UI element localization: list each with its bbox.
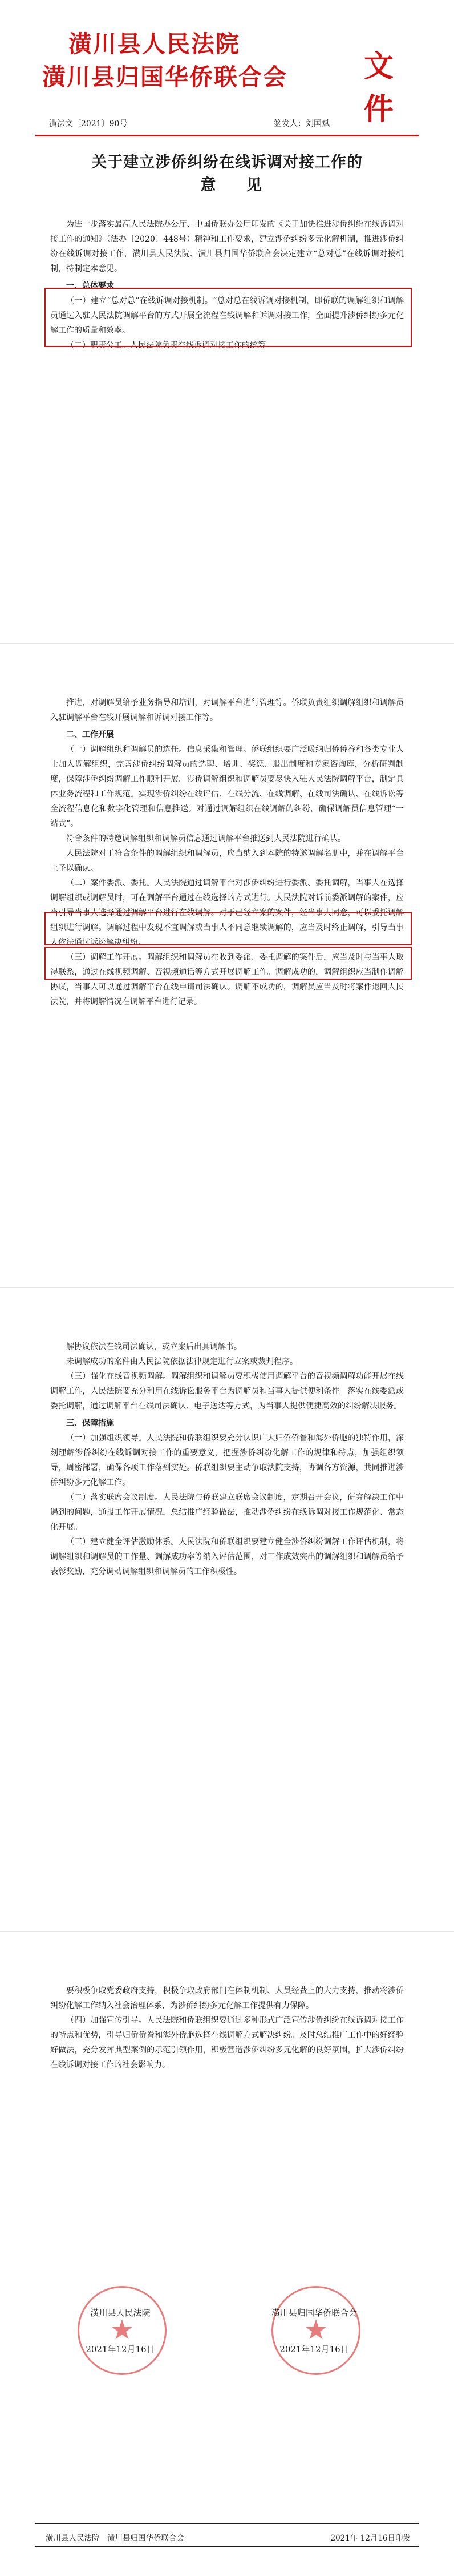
signer: 签发人：刘国斌 bbox=[274, 119, 330, 128]
page-3 bbox=[0, 1288, 454, 1932]
paragraph: （二）职责分工。人民法院负责在线诉调对接工作的统筹 bbox=[66, 341, 266, 350]
paragraph: 人民法院对于符合条件的调解组织和调解员，应当纳入到本院的特邀调解名册中，并在调解平台上予以确认。 bbox=[50, 849, 404, 873]
page-3-body bbox=[50, 1339, 404, 1579]
document-number: 潢法文〔2021〕90号 bbox=[49, 119, 128, 128]
document-title-line2: 意 见 bbox=[200, 176, 274, 194]
red-divider bbox=[35, 135, 419, 136]
page-4-body bbox=[50, 1983, 404, 2072]
section-heading: 三、保障措施 bbox=[66, 1419, 114, 1428]
section-heading: 二、工作开展 bbox=[66, 730, 114, 739]
highlight-box bbox=[44, 912, 412, 945]
paragraph: （三）调解工作开展。调解组织和调解员在收到委派、委托调解的案件后，应当及时与当事人取得联系，通过在线视频调解、音视频通话等方式开展调解工作。调解成功的，调解组织应当制作调解协议，当事人可以通过调解平台在线申请司法确认。调解不成功的，调解员应当及时将案件退回人民法院，并将调解情况在调解平台进行记录。 bbox=[50, 953, 404, 1007]
paragraph: 为进一步落实最高人民法院办公厅、中国侨联办公厅印发的《关于加快推进涉侨纠纷在线诉调对接工作的通知》（法办〔2020〕448号）精神和工作要求，建立涉侨纠纷多元化解机制，推进涉侨纠纷在线诉调对接工作，潢川县人民法院、潢川县归国华侨联合会决定建立“总对总”在线诉调对接机制，特制定本意见。 bbox=[50, 220, 404, 273]
signature-org-left: 潢川县人民法院 bbox=[90, 2308, 151, 2318]
issuer-court: 潢川县人民法院 bbox=[68, 30, 240, 58]
footer-rule-bottom bbox=[35, 2546, 419, 2547]
section-heading: 一、总体要求 bbox=[66, 281, 114, 291]
paragraph: （二）案件委派、委托。人民法院通过调解平台对涉侨纠纷进行委派、委托调解，当事人在选择调解组织或调解员时，可在调解平台通过在线选择的方式进行。人民法院对诉前委派调解的案件，应当引导当事人选择通过调解平台进行在线调解。对于已经立案的案件，经当事人同意，可以委托调解组织进行调解。调解过程中发现不宜调解或当事人不同意继续调解的，应当及时终止调解，引导当事人依法通过诉讼解决纠纷。 bbox=[50, 879, 404, 947]
federation-seal bbox=[271, 2286, 360, 2375]
footer-issue-date: 2021年 12月16日印发 bbox=[330, 2534, 411, 2543]
signature-date-right: 2021年12月16日 bbox=[279, 2344, 349, 2354]
page-1 bbox=[0, 0, 454, 644]
seal-star-icon: ★ bbox=[110, 2314, 135, 2346]
seal-star-icon: ★ bbox=[303, 2314, 329, 2346]
paragraph: 解协议依法在线司法确认，或立案后出具调解书。 bbox=[66, 1342, 242, 1351]
footer-issuers: 潢川县人民法院 潢川县归国华侨联合会 bbox=[46, 2534, 184, 2543]
page-4 bbox=[0, 1932, 454, 2576]
highlight-box bbox=[44, 947, 412, 980]
paragraph: （三）建立健全评估激励体系。人民法院和侨联组织要建立健全涉侨纠纷调解工作评估机制，将调解组织和调解员的工作量、调解成功率等纳入评估范围，对工作成效突出的调解组织和调解员给予表彰奖励，充分调动调解组织和调解员的工作积极性。 bbox=[50, 1537, 404, 1576]
document-title: 关于建立涉侨纠纷在线诉调对接工作的 bbox=[91, 154, 363, 171]
paragraph: 要积极争取党委政府支持，积极争取政府部门在体制机制、人员经费上的大力支持，推动将涉侨纠纷化解工作纳入社会治理体系，为涉侨纠纷多元化解工作提供有力保障。 bbox=[50, 1986, 404, 2010]
document-word: 文件 bbox=[364, 49, 395, 127]
paragraph: （一）加强组织领导。人民法院和侨联组织要充分认识广大归侨侨眷和海外侨胞的独特作用，深刻理解涉侨纠纷在线诉调对接工作的重要意义，把握涉侨纠纷化解工作的规律和特点，加强组织领导，周密部署，确保各项工作落到实处。侨联组织要主动争取法院支持，协调各方资源，共同推进涉侨纠纷多元化解工作。 bbox=[50, 1434, 404, 1487]
highlight-box bbox=[44, 288, 412, 347]
signature-org-right: 潢川县归国华侨联合会 bbox=[271, 2308, 357, 2318]
footer-rule-top bbox=[35, 2523, 419, 2524]
paragraph: （一）建立“总对总”在线诉调对接机制。“总对总在线诉调对接机制，即侨联的调解组织和调解员通过入驻人民法院调解平台的方式开展全流程在线调解和诉调对接工作，全面提升涉侨纠纷多元化解工作的质量和效率。 bbox=[50, 296, 404, 335]
paragraph: （一）调解组织和调解员的选任。信息采集和管理。侨联组织要广泛吸纳归侨侨眷和各类专业人士加入调解组织，完善涉侨纠纷调解员的选聘、培训、奖惩、退出制度和专家咨询库，分析研判制度，保障涉侨纠纷调解工作顺利开展。涉侨调解组织和调解员要尽快入驻人民法院调解平台，制定具体业务流程和工作规范。实现涉侨纠纷在线评估、在线分流、在线调解、在线司法确认、在线诉讼等全流程信息化和数字化管理和信息推送。对通过调解组织在线调解的纠纷，确保调解员信息管理“一站式”。 bbox=[50, 745, 404, 828]
paragraph: （二）落实联席会议制度。人民法院与侨联建立联席会议制度，定期召开会议，研究解决工作中遇到的问题，通报工作开展情况，总结推广经验做法，推动涉侨纠纷在线诉调对接工作规范化、常态化开展。 bbox=[50, 1493, 404, 1532]
paragraph: （四）加强宣传引导。人民法院和侨联组织要通过多种形式广泛宣传涉侨纠纷在线诉调对接工作的特点和优势，引导归侨侨眷和海外侨胞选择在线调解方式解决纠纷。及时总结推广工作中的好经验好做法，充分发挥典型案例的示范引领作用，积极营造涉侨纠纷多元化解的良好氛围，扩大涉侨纠纷在线诉调对接工作的社会影响力。 bbox=[50, 2016, 404, 2070]
paragraph: 推进，对调解员给予业务指导和培训，对调解平台进行管理等。侨联负责组织调解组织和调解员入驻调解平台在线开展调解和诉调对接工作等。 bbox=[50, 698, 404, 722]
page-2 bbox=[0, 644, 454, 1288]
paragraph: （三）强化在线音视频调解。调解组织和调解员要积极使用调解平台的音视频调解功能开展在线调解工作，人民法院要充分利用在线诉讼服务平台为调解员和当事人提供便利条件。落实在线委派或委托调解，通过调解平台在线司法确认、电子送达等方式，为当事人提供便捷高效的纠纷解决服务。 bbox=[50, 1372, 404, 1411]
paragraph: 未调解成功的案件由人民法院依据法律规定进行立案或裁判程序。 bbox=[66, 1357, 298, 1366]
court-seal bbox=[78, 2286, 167, 2375]
signature-date-left: 2021年12月16日 bbox=[86, 2344, 155, 2354]
issuer-federation: 潢川县归国华侨联合会 bbox=[42, 63, 287, 91]
paragraph: 符合条件的特邀调解组织和调解员信息通过调解平台推送到人民法院进行确认。 bbox=[66, 834, 346, 843]
